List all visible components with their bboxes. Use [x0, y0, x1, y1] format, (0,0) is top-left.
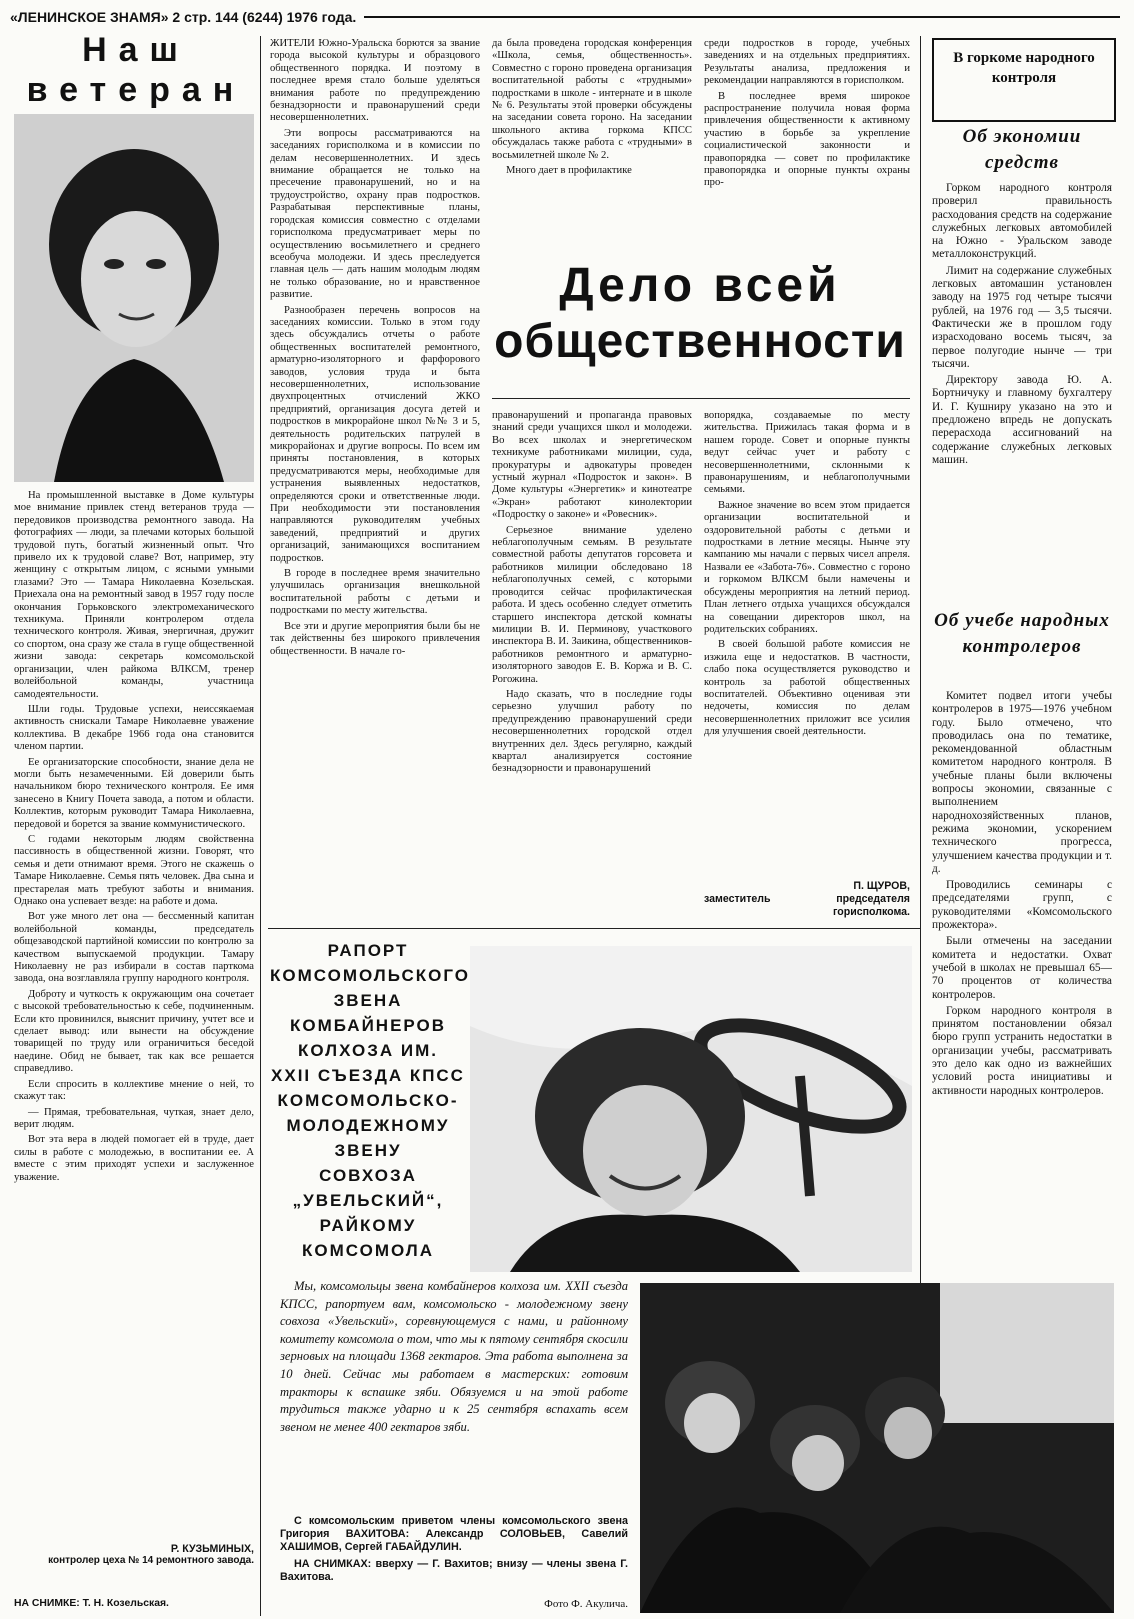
delo-column-3-top	[704, 38, 910, 243]
veteran-signature-name: Р. КУЗЬМИНЫХ,	[170, 1543, 254, 1555]
raport-greeting-text: С комсомольским приветом члены комсомольского звена Григория ВАХИТОВА: Александр СОЛОВЬЕВ, Савелий ХАШИМОВ, Сергей ГАБАЙДУЛИН.	[280, 1515, 628, 1554]
raport-title-line: МОЛОДЕЖНОМУ	[286, 1116, 450, 1135]
delo-paragraph: Все эти и другие мероприятия были бы не так действенны без широкого привлечения общественности. В начале го-	[270, 620, 480, 657]
raport-title-line: КОМСОМОЛЬСКО-	[277, 1091, 459, 1110]
raport-title	[270, 938, 471, 1263]
raport-title-line: ЗВЕНУ	[334, 1141, 402, 1160]
raport-photo-bottom	[640, 1283, 1114, 1613]
veteran-article-body	[14, 490, 254, 1535]
veteran-paragraph: Шли годы. Трудовые успехи, неиссякаемая активность снискали Тамаре Николаевне уважение коллектива. В декабре 1966 года она становится членом партии.	[14, 703, 254, 753]
raport-title-line: ЗВЕНА	[333, 991, 403, 1010]
headline-rule	[492, 398, 910, 399]
gorkom-article2-body	[932, 690, 1112, 1330]
raport-title-line: XXII СЪЕЗДА КПСС	[271, 1066, 465, 1085]
raport-photo-top	[470, 946, 912, 1272]
section-rule	[268, 928, 920, 929]
raport-title-line: РАПОРТ	[327, 941, 409, 960]
veteran-paragraph: Ее организаторские способности, знание дела не могли быть незамеченными. Ей доверили быть начальником бюро технического контроля. Ее имя занесено в Книгу Почета завода, а потом и области. Коллектив, которым руководит Тамара Николаевна, передовой и борется за звание коммунистического.	[14, 756, 254, 830]
gorkom-paragraph: Горком народного контроля проверил правильность расходования средств на содержание служебных легковых автомобилей на Южно - Уральском заводе металлоконструкций.	[932, 182, 1112, 261]
veteran-title-line1: Наш	[82, 31, 190, 69]
delo-paragraph: Разнообразен перечень вопросов на заседаниях комиссии. Только в этом году здесь обсуждались отчеты о работе общественных воспитателей ремонтного, арматурно-изоляторного и фарфорового заводов, условия труда и быта несовершеннолетних, использование двухпроцентных отчислений ЖКО предприятий, организация досуга детей и подростков в микрорайоне школ №№ 3 и 5, деятельность родительских патрулей в микрорайонах и другие вопросы. По всем им приняты постановления, в которых предусматриваются меры, необходимые для устранения выявленных недостатков, определяются сроки и ответственные люди. При необходимости эти постановления направляются руководителям учебных заведений, предприятий и других организаций, занимающихся воспитанием подростков.	[270, 304, 480, 564]
raport-title-line: СОВХОЗА	[319, 1166, 417, 1185]
delo-paragraph: вопорядка, создаваемые по месту жительства. Прижилась такая форма и в нашем городе. Совет и опорные пункты ведут сейчас учет и работу с несовершеннолетними, склонными к правонарушениям, и неблагополучными семьями.	[704, 410, 910, 496]
delo-headline-line2: общественности	[494, 315, 906, 368]
veteran-paragraph: — Прямая, требовательная, чуткая, знает дело, верит людям.	[14, 1106, 254, 1130]
veteran-photo-caption: НА СНИМКЕ: Т. Н. Козельская.	[14, 1598, 169, 1609]
veteran-signature	[14, 1543, 254, 1566]
column-rule	[920, 36, 921, 1336]
column-rule	[260, 36, 261, 1616]
raport-caption: НА СНИМКАХ: вверху — Г. Вахитов; внизу — члены звена Г. Вахитова.	[280, 1557, 628, 1583]
delo-column-2-bottom	[492, 410, 692, 922]
delo-paragraph: ЖИТЕЛИ Южно-Уральска борются за звание города высокой культуры и образцового общественного порядка. И поэтому в последнее время стало больше уделяться внимания работе по предупреждению безнадзорности и правонарушений среди несовершеннолетних.	[270, 38, 480, 124]
gorkom-article2-title: Об учебе народных контролеров	[934, 610, 1110, 657]
delo-headline-line1: Дело всей	[559, 259, 841, 312]
delo-paragraph: да была проведена городская конференция «Школа, семья, общественность». Совместно с гороно проведена организация воспитательной работы с «трудными» подростками в школе - интернате и в школе № 6. Результаты этой проверки обсуждены на заседании совета гороно. На заседании школьного актива горкома КПСС обсуждалась также работа с «трудными» в восьмилетней школе № 2.	[492, 38, 692, 161]
veteran-paragraph: Если спросить в коллективе мнение о ней, то скажут так:	[14, 1078, 254, 1103]
veteran-paragraph: С годами некоторым людям свойственна пассивность в общественной жизни. Говорят, что семья и дети отнимают время. Этого не скажешь о Тамаре Николаевне. Семья пять человек. Два сына и престарелая мать требуют заботы и внимания. Однако она успевает везде: на работе и дома.	[14, 833, 254, 907]
gorkom-paragraph: Директору завода Ю. А. Бортничуку и главному бухгалтеру И. Г. Кушниру указано на это и предложено впредь не допускать перерасхода ассигнований на содержание служебных легковых машин.	[932, 374, 1112, 466]
gorkom-article1-title: Об экономии средств	[962, 126, 1082, 173]
veteran-paragraph: Доброту и чуткость к окружающим она сочетает с высокой требовательностью к себе, подчиненным. Если кто провинился, выяснит причину, учтет все и сделает вывод: или вынести на обсуждение товарищей по труду или ограничиться беседой наедине. Обид не бывает, так как все решается справедливо.	[14, 988, 254, 1075]
veteran-paragraph: Вот эта вера в людей помогает ей в труде, дает силы в работе с молодежью, в воспитании ее. А вместе с этим приходят успехи и заслуженное уважение.	[14, 1134, 254, 1183]
delo-paragraph: Много дает в профилактике	[506, 165, 632, 177]
delo-paragraph: В городе в последнее время значительно улучшилась организация внешкольной воспитательной работы с детьми и подростками по месту жительства.	[270, 568, 480, 617]
veteran-paragraph: На промышленной выставке в Доме культуры мое внимание привлек стенд ветеранов труда — передовиков производства ремонтного завода. На фотографиях — люди, за плечами которых большой трудовой путь, богатый жизненный опыт. Что привело их к трудовой славе? Вот, например, эту женщину с открытым лицом, с ясными умными глазами? Это — Тамара Николаевна Козельская. Приехала она на ремонтный завод в 1957 году после окончания Горьковского электромеханического техникума. Приняли контролером отдела технического контроля. Живая, энергичная, дружит со спортом, она сразу же стала в гуще общественной жизни завода: секретарь комсомольской организации, член райкома ВЛКСМ, тренер волейбольной команды, участница самодеятельности.	[14, 490, 254, 700]
veteran-signature-role: контролер цеха № 14 ремонтного завода.	[48, 1555, 254, 1566]
delo-paragraph: среди подростков в городе, учебных заведениях и на отдельных предприятиях. Результаты анализа, предложения и рекомендации направляются в горисполком.	[704, 38, 910, 87]
masthead-rule	[364, 16, 1120, 18]
gorkom-paragraph: Проводились семинары с председателями групп, с руководителями «Комсомольского прожектора».	[932, 879, 1112, 932]
gorkom-paragraph: Были отмечены на заседании комитета и недостатки. Охват учебой в школах не превышал 65—70 процентов от количества контролеров.	[932, 935, 1112, 1001]
veteran-title-line2: ветеран	[26, 71, 246, 109]
raport-title-line: КОМСОМОЛА	[301, 1241, 434, 1260]
masthead-text: «ЛЕНИНСКОЕ ЗНАМЯ» 2 стр. 144 (6244) 1976 года.	[10, 9, 357, 25]
delo-paragraph: Надо сказать, что в последние годы серьезно улучшил работу по предупреждению правонарушений среди несовершеннолетних городской отдел внутренних дел. Здесь регулярно, каждый квартал анализируется состояние безнадзорности и правонарушений	[492, 688, 692, 775]
raport-text: Мы, комсомольцы звена комбайнеров колхоза им. XXII съезда КПСС, рапортуем вам, комсомольско - молодежному звену совхоза «Увельский», соревнующемуся с нами, и районному комитету комсомола о том, что мы к пятому сентября скосили зерновых на площади 1368 гектаров. Эта работа выполнена за 10 дней. Сейчас мы работаем в мастерских: готовим тракторы к вспашке зяби. Обязуемся и на этой работе трудиться также ударно и к 25 сентября вспахать всем звеном не менее 400 гектаров зяби.	[280, 1279, 628, 1434]
delo-paragraph: правонарушений и пропаганда правовых знаний среди учащихся школ и молодежи. Во всех школах и энергетическом техникуме работниками милиции, суда, прокуратуры и адвокатуры проведен устный журнал «Подросток и закон». В Доме культуры «Энергетик» и кинотеатре «Экран» работают кинолектории «Подростку о законе» и «Ровесник».	[492, 410, 692, 521]
delo-signature-role1: заместитель	[704, 893, 771, 905]
delo-signature-role2: председателя горисполкома.	[833, 893, 910, 918]
delo-column-1	[270, 38, 480, 923]
raport-title-line: РАЙКОМУ	[319, 1216, 417, 1235]
gorkom-paragraph: Лимит на содержание служебных легковых автомашин установлен заводу на 1975 год четыре тысячи рублей, на 1976 год — 3,5 тысячи. Фактически же в прошлом году израсходовано восемь тысяч, за первое полугодие нынче — три тысячи.	[932, 264, 1112, 370]
delo-paragraph: В последнее время широкое распространение получила новая форма привлечения общественности к активному участию в борьбе за укрепление социалистической законности и правопорядка — совет по профилактике правопорядка и опорные пункты охраны про-	[704, 90, 910, 189]
delo-signature	[704, 880, 910, 919]
raport-title-line: КОЛХОЗА ИМ.	[298, 1041, 438, 1060]
gorkom-paragraph: Комитет подвел итоги учебы контролеров в 1975—1976 учебном году. Было отмечено, что проводилась она по тематике, рекомендованной областным комитетом народного контроля. В учебные планы были включены вопросы экономии, связанные с выполнением народнохозяйственных планов, режима экономии, ускорением технического прогресса, улучшением качества продукции и т. д.	[932, 690, 1112, 875]
delo-headline	[490, 258, 910, 370]
raport-greeting	[280, 1515, 628, 1587]
raport-title-line: КОМБАЙНЕРОВ	[289, 1016, 447, 1035]
delo-paragraph: В своей большой работе комиссия не изжила еще и недостатков. В частности, слабо пока осуществляется руководство и контроль за работой общественных воспитателей. Объективно оценивая эти недочеты, комиссия по делам несовершеннолетних приложит все усилия для улучшения своей деятельности.	[704, 639, 910, 738]
gorkom-rubric-box	[932, 38, 1116, 122]
gorkom-rubric: В горкоме народного контроля	[953, 50, 1095, 86]
gorkom-paragraph: Горком народного контроля в принятом постановлении обязал бюро групп устранить недостатки в организации учебы, рассматривать это дело как одно из важнейших условий роста инициативы и активности народных контролеров.	[932, 1004, 1112, 1097]
delo-paragraph: Важное значение во всем этом придается организации воспитательной и оздоровительной работы с детьми и подростками в летние месяцы. Нынче эту кампанию мы начали с первых чисел апреля. Назвали ее «Забота-76». Совместно с гороно и горкомом ВЛКСМ были намечены и обсуждены мероприятия на летний период. План летнего отдыха учащихся обсуждался на совещании директоров школ, на родительских собраниях.	[704, 499, 910, 635]
raport-photo-credit: Фото Ф. Акулича.	[544, 1598, 628, 1610]
veteran-paragraph: Вот уже много лет она — бессменный капитан волейбольной команды, председатель общезаводской партийной комиссии по контролю за качеством выпускаемой продукции. Тамару Николаевну не раз избирали в состав парткома завода, она возглавляла группу народного контроля.	[14, 911, 254, 985]
veteran-portrait-photo	[14, 114, 254, 482]
gorkom-article1-body	[932, 182, 1112, 600]
delo-paragraph: Серьезное внимание уделено неблагополучным семьям. В результате совместной работы депутатов горсовета и работников милиции обследовано 18 неблагополучных семей, с которыми проводится сейчас профилактическая работа. И здесь особенно следует отметить старшего инспектора детской комнаты милиции В. И. Перминову, участкового инспектора В. И. Заикина, общественников-работников ремонтного и арматурно-изоляторного заводов Е. В. Коржа и В. С. Рогожина.	[492, 524, 692, 685]
delo-column-3-bottom	[704, 410, 910, 850]
raport-title-line: КОМСОМОЛЬСКОГО	[270, 966, 471, 985]
veteran-title	[20, 30, 252, 110]
raport-title-line: „УВЕЛЬСКИЙ“,	[292, 1191, 444, 1210]
raport-body	[280, 1278, 628, 1510]
delo-column-2-top	[492, 38, 692, 243]
delo-signature-name: П. ЩУРОВ,	[853, 880, 910, 892]
masthead	[10, 8, 1120, 26]
delo-paragraph: Эти вопросы рассматриваются на заседаниях горисполкома и в комиссии по делам несовершеннолетних. И здесь внимание обращается не только на пресечение правонарушений, но и на трудоустройство, охрану прав подростков. Разрабатывая перспективные планы, городская комиссия совместно с отделами горисполкома предусматривает меры по осуществлению восьмилетнего и среднего всеобуча молодежи. И здесь преследуется главная цель — дать нашим молодым людям не только образование, но и нравственное развитие.	[270, 127, 480, 301]
